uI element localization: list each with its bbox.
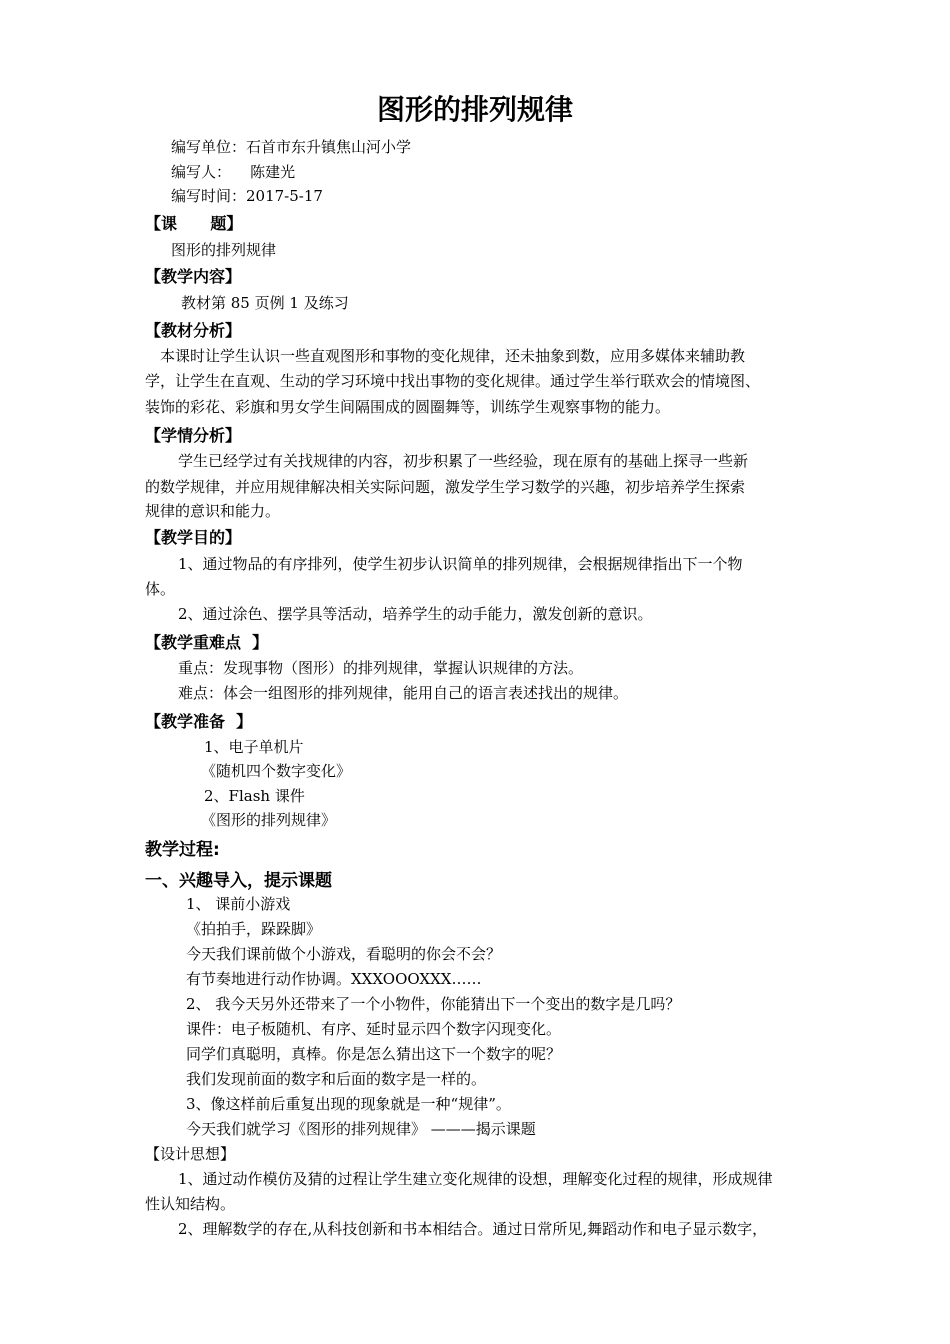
process-line: 2、 我今天另外还带来了一个小物件，你能猜出下一个变出的数字是几吗？ [186,995,681,1013]
section-heading-analysis: 【教材分析】 [145,321,242,340]
goals-line: 1、通过物品的有序排列，使学生初步认识简单的排列规律，会根据规律指出下一个物 [178,555,743,573]
analysis-line: 装饰的彩花、彩旗和男女学生间隔围成的圆圈舞等，训练学生观察事物的能力。 [145,398,671,416]
goals-line: 体。 [145,580,176,598]
process-line: 3、像这样前后重复出现的现象就是一种“规律”。 [186,1095,511,1113]
design-heading: 【设计思想】 [145,1145,236,1163]
design-line: 1、通过动作模仿及猜的过程让学生建立变化规律的设想，理解变化过程的规律，形成规律 [178,1170,773,1188]
key-line: 难点：体会一组图形的排列规律，能用自己的语言表述找出的规律。 [178,684,629,702]
students-line: 学生已经学过有关找规律的内容，初步积累了一些经验，现在原有的基础上探寻一些新 [178,452,749,470]
prep-line: 《随机四个数字变化》 [201,762,352,780]
analysis-line: 本课时让学生认识一些直观图形和事物的变化规律，还未抽象到数，应用多媒体来辅助教 [160,347,746,365]
doc-title: 图形的排列规律 [376,93,573,126]
section-heading-key: 【教学重难点 】 [145,633,269,652]
students-line: 规律的意识和能力。 [145,502,281,520]
process-line: 我们发现前面的数字和后面的数字是一样的。 [186,1070,487,1088]
analysis-line: 学，让学生在直观、生动的学习环境中找出事物的变化规律。通过学生举行联欢会的情境图、 [145,372,761,390]
process-line: 1、 课前小游戏 [186,895,291,913]
meta-date: 编写时间：2017-5-17 [171,187,323,205]
prep-line: 《图形的排列规律》 [201,811,337,829]
section-heading-content: 【教学内容】 [145,267,242,286]
topic-body: 图形的排列规律 [171,241,277,259]
section-heading-prep: 【教学准备 】 [145,712,253,731]
process-heading: 教学过程: [145,840,220,860]
prep-line: 1、电子单机片 [204,738,304,756]
process-part1-heading: 一、兴趣导入，提示课题 [145,871,332,891]
design-line: 性认知结构。 [145,1195,236,1213]
meta-unit: 编写单位：石首市东升镇焦山河小学 [171,138,412,156]
process-line: 《拍拍手，跺跺脚》 [186,920,322,938]
students-line: 的数学规律，并应用规律解决相关实际问题，激发学生学习数学的兴趣，初步培养学生探索 [145,478,746,496]
meta-author: 编写人： 陈建光 [171,163,296,181]
goals-line: 2、通过涂色、摆学具等活动，培养学生的动手能力，激发创新的意识。 [178,605,653,623]
process-line: 今天我们课前做个小游戏，看聪明的你会不会？ [186,945,502,963]
design-line: 2、理解数学的存在,从科技创新和书本相结合。通过日常所见,舞蹈动作和电子显示数字， [178,1220,768,1238]
content-body: 教材第 85 页例 1 及练习 [181,294,349,312]
process-line: 今天我们就学习《图形的排列规律》 ———揭示课题 [186,1120,536,1138]
process-line: 有节奏地进行动作协调。XXXOOOXXX…… [186,970,482,988]
section-heading-topic: 【课 题】 [145,214,243,233]
key-line: 重点：发现事物（图形）的排列规律，掌握认识规律的方法。 [178,659,584,677]
process-line: 同学们真聪明，真棒。你是怎么猜出这下一个数字的呢？ [186,1045,562,1063]
process-line: 课件：电子板随机、有序、延时显示四个数字闪现变化。 [186,1020,562,1038]
section-heading-students: 【学情分析】 [145,426,242,445]
section-heading-goals: 【教学目的】 [145,528,242,547]
prep-line: 2、Flash 课件 [204,787,305,805]
